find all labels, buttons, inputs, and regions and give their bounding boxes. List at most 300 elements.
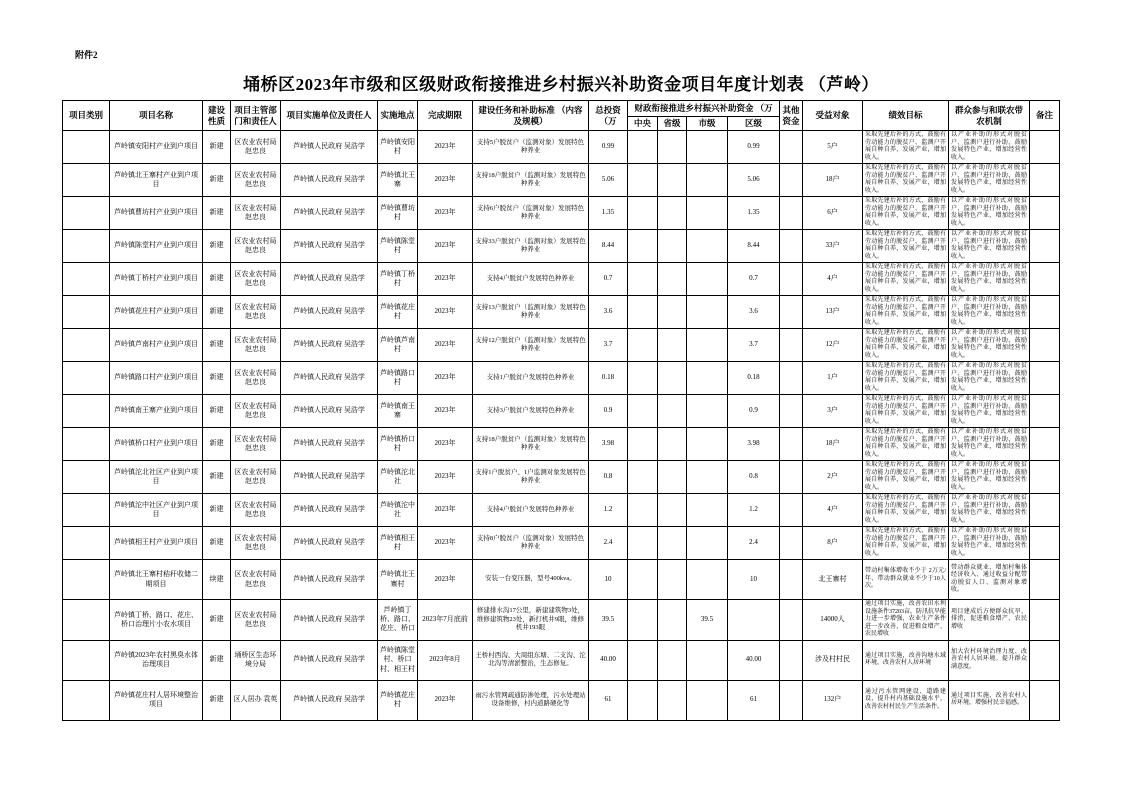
cell-nature: 新建 <box>203 640 231 680</box>
cell-provincial-fund <box>658 230 687 263</box>
cell-provincial-fund <box>658 296 687 329</box>
table-row <box>63 296 1060 329</box>
cell-task: 修建排水沟17公里，新建建筑物3处，维修建筑物23处，新打机井9眼，维修机井193眼 <box>473 600 589 641</box>
table-row <box>63 527 1060 560</box>
cell-remark <box>1030 263 1060 296</box>
cell-nature: 新建 <box>203 461 231 494</box>
cell-implementer: 芦岭镇人民政府 吴浩学 <box>281 494 378 527</box>
cell-performance: 采取先建后补的方式，鼓励有劳动能力的脱贫户、监测户开展自种自养，发展产业，增加收入。 <box>863 329 949 362</box>
cell-location: 芦岭镇陈堂村 <box>378 230 418 263</box>
cell-other-fund <box>780 263 803 296</box>
cell-implementer: 芦岭镇人民政府 吴浩学 <box>281 395 378 428</box>
cell-deadline: 2023年 <box>418 362 473 395</box>
cell-deadline: 2023年 <box>418 197 473 230</box>
cell-beneficiary: 12户 <box>803 329 863 362</box>
cell-project-name: 芦岭镇路口村产业到户项目 <box>110 362 203 395</box>
cell-central-fund <box>628 560 658 600</box>
cell-nature: 新建 <box>203 296 231 329</box>
cell-investment: 0.7 <box>589 263 628 296</box>
cell-implementer: 芦岭镇人民政府 吴浩学 <box>281 461 378 494</box>
cell-project-name: 芦岭镇沱北社区产业到户项目 <box>110 461 203 494</box>
cell-performance: 采取先建后补的方式，鼓励有劳动能力的脱贫户、监测户开展自种自养，发展产业，增加收入。 <box>863 494 949 527</box>
cell-deadline: 2023年 <box>418 263 473 296</box>
cell-location: 芦岭镇丁桥村 <box>378 263 418 296</box>
cell-municipal-fund <box>687 230 728 263</box>
cell-remark <box>1030 428 1060 461</box>
cell-district-fund: 40.00 <box>728 640 780 680</box>
cell-investment: 5.06 <box>589 164 628 197</box>
cell-participation: 以产业补助的形式对脱贫户、监测户进行补助，鼓励发展特色产业，增加经营性收入。 <box>949 197 1030 230</box>
cell-deadline: 2023年 <box>418 461 473 494</box>
cell-other-fund <box>780 560 803 600</box>
cell-category <box>63 296 110 329</box>
cell-nature: 新建 <box>203 395 231 428</box>
cell-provincial-fund <box>658 494 687 527</box>
cell-investment: 0.99 <box>589 131 628 164</box>
cell-municipal-fund <box>687 560 728 600</box>
cell-implementer: 芦岭镇人民政府 吴浩学 <box>281 527 378 560</box>
cell-implementer: 芦岭镇人民政府 吴浩学 <box>281 362 378 395</box>
cell-provincial-fund <box>658 362 687 395</box>
cell-beneficiary: 14000人 <box>803 600 863 641</box>
cell-other-fund <box>780 329 803 362</box>
cell-category <box>63 395 110 428</box>
cell-participation: 以产业补助的形式对脱贫户、监测户进行补助，鼓励发展特色产业，增加经营性收入。 <box>949 263 1030 296</box>
cell-municipal-fund <box>687 527 728 560</box>
cell-implementer: 芦岭镇人民政府 吴浩学 <box>281 640 378 680</box>
header-implementer: 项目实施单位及责任人 <box>281 101 378 131</box>
cell-task: 王桥村西沟、大周组东塘、二支沟、沱北沟等清淤整治，生态修复。 <box>473 640 589 680</box>
cell-location: 芦岭镇陈堂村、桥口村、相王村 <box>378 640 418 680</box>
cell-municipal-fund <box>687 164 728 197</box>
cell-supervisor: 区农业农村局赵忠良 <box>231 527 281 560</box>
cell-district-fund: 1.2 <box>728 494 780 527</box>
cell-provincial-fund <box>658 395 687 428</box>
cell-deadline: 2023年 <box>418 230 473 263</box>
cell-task: 支持1户脱贫户发展特色种养业 <box>473 362 589 395</box>
cell-task: 支持3户脱贫户发展特色种养业 <box>473 395 589 428</box>
cell-district-fund: 3.7 <box>728 329 780 362</box>
table-row <box>63 428 1060 461</box>
cell-participation: 以产业补助的形式对脱贫户、监测户进行补助，鼓励发展特色产业，增加经营性收入。 <box>949 527 1030 560</box>
cell-central-fund <box>628 428 658 461</box>
cell-supervisor: 区农业农村局赵忠良 <box>231 230 281 263</box>
cell-other-fund <box>780 600 803 641</box>
cell-deadline: 2023年8月 <box>418 640 473 680</box>
table-row <box>63 680 1060 720</box>
cell-deadline: 2023年 <box>418 131 473 164</box>
cell-task: 安装一台变压器，型号400kva。 <box>473 560 589 600</box>
header-other: 其他资金 <box>780 101 803 131</box>
table-row <box>63 329 1060 362</box>
cell-performance: 带动村集体增收不少于 2万元/年、带动群众就业不少于10人次。 <box>863 560 949 600</box>
cell-remark <box>1030 560 1060 600</box>
cell-location: 芦岭镇安阳村 <box>378 131 418 164</box>
cell-task: 支持33户脱贫户（监测对象）发展特色种养业 <box>473 230 589 263</box>
cell-remark <box>1030 164 1060 197</box>
cell-supervisor: 区农业农村局赵忠良 <box>231 263 281 296</box>
cell-deadline: 2023年 <box>418 296 473 329</box>
cell-deadline: 2023年7月底前 <box>418 600 473 641</box>
cell-district-fund <box>728 600 780 641</box>
cell-implementer: 芦岭镇人民政府 吴浩学 <box>281 600 378 641</box>
header-provincial: 省级 <box>658 117 687 131</box>
header-task: 建设任务和补助标准 （内容及规模） <box>473 101 589 131</box>
table-header <box>63 101 1060 131</box>
cell-category <box>63 197 110 230</box>
cell-deadline: 2023年 <box>418 428 473 461</box>
cell-provincial-fund <box>658 680 687 720</box>
cell-investment: 0.9 <box>589 395 628 428</box>
cell-project-name: 芦岭镇2023年农村黑臭水体治理项目 <box>110 640 203 680</box>
cell-district-fund: 2.4 <box>728 527 780 560</box>
cell-task: 支持4户脱贫户发展特色种养业 <box>473 263 589 296</box>
cell-category <box>63 230 110 263</box>
cell-municipal-fund: 39.5 <box>687 600 728 641</box>
cell-provincial-fund <box>658 461 687 494</box>
cell-location: 芦岭镇南王寨 <box>378 395 418 428</box>
cell-central-fund <box>628 680 658 720</box>
cell-other-fund <box>780 362 803 395</box>
page-title: 埇桥区2023年市级和区级财政衔接推进乡村振兴补助资金项目年度计划表 （芦岭） <box>243 75 879 94</box>
cell-investment: 10 <box>589 560 628 600</box>
cell-district-fund: 0.7 <box>728 263 780 296</box>
cell-beneficiary: 18户 <box>803 428 863 461</box>
cell-project-name: 芦岭镇北王寨村产业到户项目 <box>110 164 203 197</box>
cell-central-fund <box>628 197 658 230</box>
cell-beneficiary: 18户 <box>803 164 863 197</box>
cell-participation: 项目建成后方便群众抗旱、排涝，促进粮食增产、农民增收 <box>949 600 1030 641</box>
cell-central-fund <box>628 395 658 428</box>
cell-deadline: 2023年 <box>418 329 473 362</box>
cell-nature: 新建 <box>203 600 231 641</box>
header-location: 实施地点 <box>378 101 418 131</box>
cell-investment: 61 <box>589 680 628 720</box>
cell-beneficiary: 4户 <box>803 263 863 296</box>
cell-provincial-fund <box>658 197 687 230</box>
cell-remark <box>1030 230 1060 263</box>
cell-other-fund <box>780 680 803 720</box>
table-row <box>63 197 1060 230</box>
cell-investment: 1.2 <box>589 494 628 527</box>
cell-performance: 采取先建后补的方式，鼓励有劳动能力的脱贫户、监测户开展自种自养，发展产业，增加收入。 <box>863 164 949 197</box>
cell-performance: 采取先建后补的方式，鼓励有劳动能力的脱贫户、监测户开展自种自养，发展产业，增加收入。 <box>863 527 949 560</box>
table-row <box>63 395 1060 428</box>
cell-implementer: 芦岭镇人民政府 吴浩学 <box>281 680 378 720</box>
cell-category <box>63 600 110 641</box>
cell-category <box>63 164 110 197</box>
cell-remark <box>1030 395 1060 428</box>
cell-provincial-fund <box>658 263 687 296</box>
cell-remark <box>1030 461 1060 494</box>
cell-participation: 以产业补助的形式对脱贫户、监测户进行补助，鼓励发展特色产业，增加经营性收入。 <box>949 428 1030 461</box>
cell-location: 芦岭镇丁桥、路口、花庄、桥口 <box>378 600 418 641</box>
cell-category <box>63 494 110 527</box>
cell-project-name: 芦岭镇安阳村产业到户项目 <box>110 131 203 164</box>
table-row <box>63 560 1060 600</box>
cell-category <box>63 527 110 560</box>
table-row <box>63 230 1060 263</box>
cell-supervisor: 区农业农村局赵忠良 <box>231 395 281 428</box>
cell-other-fund <box>780 164 803 197</box>
cell-beneficiary: 3户 <box>803 395 863 428</box>
cell-implementer: 芦岭镇人民政府 吴浩学 <box>281 296 378 329</box>
table-row <box>63 164 1060 197</box>
cell-nature: 新建 <box>203 164 231 197</box>
cell-location: 芦岭镇路口村 <box>378 362 418 395</box>
cell-provincial-fund <box>658 329 687 362</box>
cell-location: 芦岭镇北王寨村 <box>378 560 418 600</box>
cell-remark <box>1030 640 1060 680</box>
cell-supervisor: 区农业农村局赵忠良 <box>231 494 281 527</box>
cell-performance: 采取先建后补的方式，鼓励有劳动能力的脱贫户、监测户开展自种自养，发展产业，增加收入。 <box>863 197 949 230</box>
cell-beneficiary: 2户 <box>803 461 863 494</box>
cell-provincial-fund <box>658 527 687 560</box>
cell-provincial-fund <box>658 131 687 164</box>
cell-category <box>63 680 110 720</box>
cell-project-name: 芦岭镇陈堂村产业到户项目 <box>110 230 203 263</box>
cell-deadline: 2023年 <box>418 680 473 720</box>
header-category: 项目类别 <box>63 101 110 131</box>
header-nature: 建设性质 <box>203 101 231 131</box>
cell-supervisor: 区农业农村局赵忠良 <box>231 197 281 230</box>
cell-investment: 3.6 <box>589 296 628 329</box>
cell-implementer: 芦岭镇人民政府 吴浩学 <box>281 197 378 230</box>
cell-investment: 0.8 <box>589 461 628 494</box>
table-row <box>63 600 1060 641</box>
cell-performance: 采取先建后补的方式，鼓励有劳动能力的脱贫户、监测户开展自种自养，发展产业，增加收入。 <box>863 428 949 461</box>
cell-supervisor: 区农业农村局赵忠良 <box>231 428 281 461</box>
cell-beneficiary: 132户 <box>803 680 863 720</box>
cell-remark <box>1030 131 1060 164</box>
cell-nature: 新建 <box>203 680 231 720</box>
cell-district-fund: 3.6 <box>728 296 780 329</box>
cell-investment: 3.7 <box>589 329 628 362</box>
cell-task: 支持18户脱贫户（监测对象）发展特色种养业 <box>473 428 589 461</box>
cell-performance: 采取先建后补的方式，鼓励有劳动能力的脱贫户、监测户开展自种自养，发展产业，增加收入。 <box>863 296 949 329</box>
cell-performance: 采取先建后补的方式，鼓励有劳动能力的脱贫户、监测户开展自种自养，发展产业，增加收入。 <box>863 230 949 263</box>
cell-supervisor: 区人居办 袁英 <box>231 680 281 720</box>
cell-category <box>63 428 110 461</box>
cell-municipal-fund <box>687 640 728 680</box>
cell-project-name: 芦岭镇丁桥、路口、花庄、桥口治理片小农水项目 <box>110 600 203 641</box>
cell-municipal-fund <box>687 263 728 296</box>
cell-nature: 新建 <box>203 527 231 560</box>
cell-participation: 以产业补助的形式对脱贫户、监测户进行补助，鼓励发展特色产业，增加经营性收入。 <box>949 329 1030 362</box>
cell-municipal-fund <box>687 428 728 461</box>
cell-task: 支持12户脱贫户（监测对象）发展特色种养业 <box>473 329 589 362</box>
cell-municipal-fund <box>687 680 728 720</box>
table-row <box>63 263 1060 296</box>
cell-supervisor: 区农业农村局赵忠良 <box>231 296 281 329</box>
cell-task: 支持4户脱贫户发展特色种养业 <box>473 494 589 527</box>
cell-category <box>63 560 110 600</box>
cell-beneficiary: 33户 <box>803 230 863 263</box>
cell-supervisor: 埇桥区生态环境分局 <box>231 640 281 680</box>
cell-district-fund: 3.98 <box>728 428 780 461</box>
cell-performance: 通过项目实施，改善农田水利设施条件37203亩，防汛抗旱能力进一步增强，农业生产条件进一步改善，促进粮食增产、农民增收 <box>863 600 949 641</box>
cell-project-name: 芦岭镇沱中社区产业到户项目 <box>110 494 203 527</box>
cell-district-fund: 0.8 <box>728 461 780 494</box>
cell-project-name: 芦岭镇曹坊村产业到户项目 <box>110 197 203 230</box>
cell-beneficiary: 6户 <box>803 197 863 230</box>
cell-other-fund <box>780 395 803 428</box>
cell-beneficiary: 5户 <box>803 131 863 164</box>
cell-remark <box>1030 296 1060 329</box>
cell-supervisor: 区农业农村局赵忠良 <box>231 461 281 494</box>
cell-implementer: 芦岭镇人民政府 吴浩学 <box>281 428 378 461</box>
cell-investment: 40.00 <box>589 640 628 680</box>
cell-nature: 新建 <box>203 329 231 362</box>
cell-municipal-fund <box>687 329 728 362</box>
cell-beneficiary: 涉及村村民 <box>803 640 863 680</box>
cell-location: 芦岭镇沱北社 <box>378 461 418 494</box>
cell-central-fund <box>628 640 658 680</box>
cell-central-fund <box>628 600 658 641</box>
cell-participation: 以产业补助的形式对脱贫户、监测户进行补助，鼓励发展特色产业，增加经营性收入。 <box>949 164 1030 197</box>
cell-participation: 加大农村环境治理力度、改善农村人居环境。提升群众满意度。 <box>949 640 1030 680</box>
cell-implementer: 芦岭镇人民政府 吴浩学 <box>281 230 378 263</box>
cell-location: 芦岭镇桥口村 <box>378 428 418 461</box>
header-supervisor: 项目主管部门和责任人 <box>231 101 281 131</box>
header-subsidy-group: 财政衔接推进乡村振兴补助资金 （万 <box>628 101 780 117</box>
cell-central-fund <box>628 329 658 362</box>
cell-project-name: 芦岭镇丁桥村产业到户项目 <box>110 263 203 296</box>
cell-investment: 1.35 <box>589 197 628 230</box>
cell-supervisor: 区农业农村局赵忠良 <box>231 131 281 164</box>
cell-participation: 以产业补助的形式对脱贫户、监测户进行补助，鼓励发展特色产业，增加经营性收入。 <box>949 296 1030 329</box>
cell-location: 芦岭镇芦南村 <box>378 329 418 362</box>
cell-performance: 采取先建后补的方式，鼓励有劳动能力的脱贫户、监测户开展自种自养，发展产业，增加收入。 <box>863 131 949 164</box>
header-investment: 总投资（万 <box>589 101 628 131</box>
cell-district-fund: 8.44 <box>728 230 780 263</box>
table-row <box>63 362 1060 395</box>
cell-task: 支持6户脱贫户（监测对象）发展特色种养业 <box>473 197 589 230</box>
cell-investment: 8.44 <box>589 230 628 263</box>
cell-location: 芦岭镇相王村 <box>378 527 418 560</box>
cell-district-fund: 0.9 <box>728 395 780 428</box>
table-body <box>63 131 1060 721</box>
cell-provincial-fund <box>658 600 687 641</box>
cell-task: 支持5户脱贫户（监测对象）发展特色种养业 <box>473 131 589 164</box>
cell-investment: 39.5 <box>589 600 628 641</box>
cell-task: 支持8户脱贫户（监测对象）发展特色种养业 <box>473 527 589 560</box>
cell-project-name: 芦岭镇桥口村产业到户项目 <box>110 428 203 461</box>
cell-deadline: 2023年 <box>418 164 473 197</box>
cell-other-fund <box>780 461 803 494</box>
cell-municipal-fund <box>687 395 728 428</box>
cell-other-fund <box>780 296 803 329</box>
cell-other-fund <box>780 494 803 527</box>
cell-location: 芦岭镇花庄村 <box>378 680 418 720</box>
cell-location: 芦岭镇曹坊村 <box>378 197 418 230</box>
cell-project-name: 芦岭镇芦南村产业到户项目 <box>110 329 203 362</box>
header-central: 中央 <box>628 117 658 131</box>
cell-location: 芦岭镇北王寨 <box>378 164 418 197</box>
cell-remark <box>1030 362 1060 395</box>
cell-nature: 新建 <box>203 362 231 395</box>
cell-provincial-fund <box>658 560 687 600</box>
cell-participation: 以产业补助的形式对脱贫户、监测户进行补助，鼓励发展特色产业，增加经营性收入。 <box>949 461 1030 494</box>
header-name: 项目名称 <box>110 101 203 131</box>
cell-project-name: 芦岭镇花庄村产业到户项目 <box>110 296 203 329</box>
cell-nature: 新建 <box>203 131 231 164</box>
cell-other-fund <box>780 197 803 230</box>
cell-nature: 新建 <box>203 197 231 230</box>
header-performance: 绩效目标 <box>863 101 949 131</box>
cell-location: 芦岭镇沱中社 <box>378 494 418 527</box>
cell-deadline: 2023年 <box>418 560 473 600</box>
cell-supervisor: 区农业农村局 赵忠良 <box>231 600 281 641</box>
cell-project-name: 芦岭镇南王寨产业到户项目 <box>110 395 203 428</box>
cell-central-fund <box>628 230 658 263</box>
cell-investment: 2.4 <box>589 527 628 560</box>
cell-other-fund <box>780 527 803 560</box>
cell-supervisor: 区农业农村局赵忠良 <box>231 329 281 362</box>
cell-supervisor: 区农业农村局赵忠良 <box>231 164 281 197</box>
cell-central-fund <box>628 362 658 395</box>
cell-remark <box>1030 527 1060 560</box>
cell-other-fund <box>780 428 803 461</box>
cell-project-name: 芦岭镇相王村产业到户项目 <box>110 527 203 560</box>
cell-nature: 新建 <box>203 230 231 263</box>
cell-category <box>63 362 110 395</box>
cell-participation: 带动群众就业、增加村集体经济收入、通过收益分配带动脱贫人口、监测对象增收。 <box>949 560 1030 600</box>
cell-municipal-fund <box>687 461 728 494</box>
cell-participation: 以产业补助的形式对脱贫户、监测户进行补助，鼓励发展特色产业，增加经营性收入。 <box>949 362 1030 395</box>
cell-participation: 以产业补助的形式对脱贫户、监测户进行补助，鼓励发展特色产业，增加经营性收入。 <box>949 230 1030 263</box>
cell-central-fund <box>628 131 658 164</box>
cell-participation: 以产业补助的形式对脱贫户、监测户进行补助，鼓励发展特色产业，增加经营性收入。 <box>949 395 1030 428</box>
attachment-label: 附件2 <box>75 50 98 60</box>
cell-other-fund <box>780 230 803 263</box>
cell-nature: 新建 <box>203 263 231 296</box>
cell-other-fund <box>780 640 803 680</box>
cell-project-name: 芦岭镇花庄村人居环境整治项目 <box>110 680 203 720</box>
cell-central-fund <box>628 164 658 197</box>
cell-implementer: 芦岭镇人民政府 吴浩学 <box>281 164 378 197</box>
cell-beneficiary: 1户 <box>803 362 863 395</box>
cell-category <box>63 131 110 164</box>
cell-implementer: 芦岭镇人民政府 吴浩学 <box>281 263 378 296</box>
cell-provincial-fund <box>658 164 687 197</box>
cell-performance: 通过项目实施，改善沟塘水域环境，改善农村人居环境 <box>863 640 949 680</box>
cell-remark <box>1030 329 1060 362</box>
header-beneficiary: 受益对象 <box>803 101 863 131</box>
cell-task: 雨污水管网疏通防渗处理，污水处理站设备维修，村内道路硬化等 <box>473 680 589 720</box>
cell-beneficiary: 北王寨村 <box>803 560 863 600</box>
cell-investment: 3.98 <box>589 428 628 461</box>
cell-beneficiary: 4户 <box>803 494 863 527</box>
cell-district-fund: 0.99 <box>728 131 780 164</box>
table-row <box>63 131 1060 164</box>
cell-municipal-fund <box>687 494 728 527</box>
cell-category <box>63 640 110 680</box>
cell-district-fund: 1.35 <box>728 197 780 230</box>
cell-participation: 以产业补助的形式对脱贫户、监测户进行补助，鼓励发展特色产业，增加经营性收入。 <box>949 131 1030 164</box>
cell-district-fund: 10 <box>728 560 780 600</box>
cell-task: 支持13户脱贫户（监测对象）发展特色种养业 <box>473 296 589 329</box>
cell-participation: 通过项目实施，改善农村人居环境，增强村民幸福感。 <box>949 680 1030 720</box>
cell-category <box>63 329 110 362</box>
cell-provincial-fund <box>658 640 687 680</box>
cell-deadline: 2023年 <box>418 527 473 560</box>
cell-other-fund <box>780 131 803 164</box>
cell-provincial-fund <box>658 428 687 461</box>
cell-task: 支持1户脱贫户、1户监测对象发展特色种养业 <box>473 461 589 494</box>
cell-task: 支持18户脱贫户（监测对象）发展特色种养业 <box>473 164 589 197</box>
cell-performance: 采取先建后补的方式，鼓励有劳动能力的脱贫户、监测户开展自种自养，发展产业，增加收入。 <box>863 461 949 494</box>
